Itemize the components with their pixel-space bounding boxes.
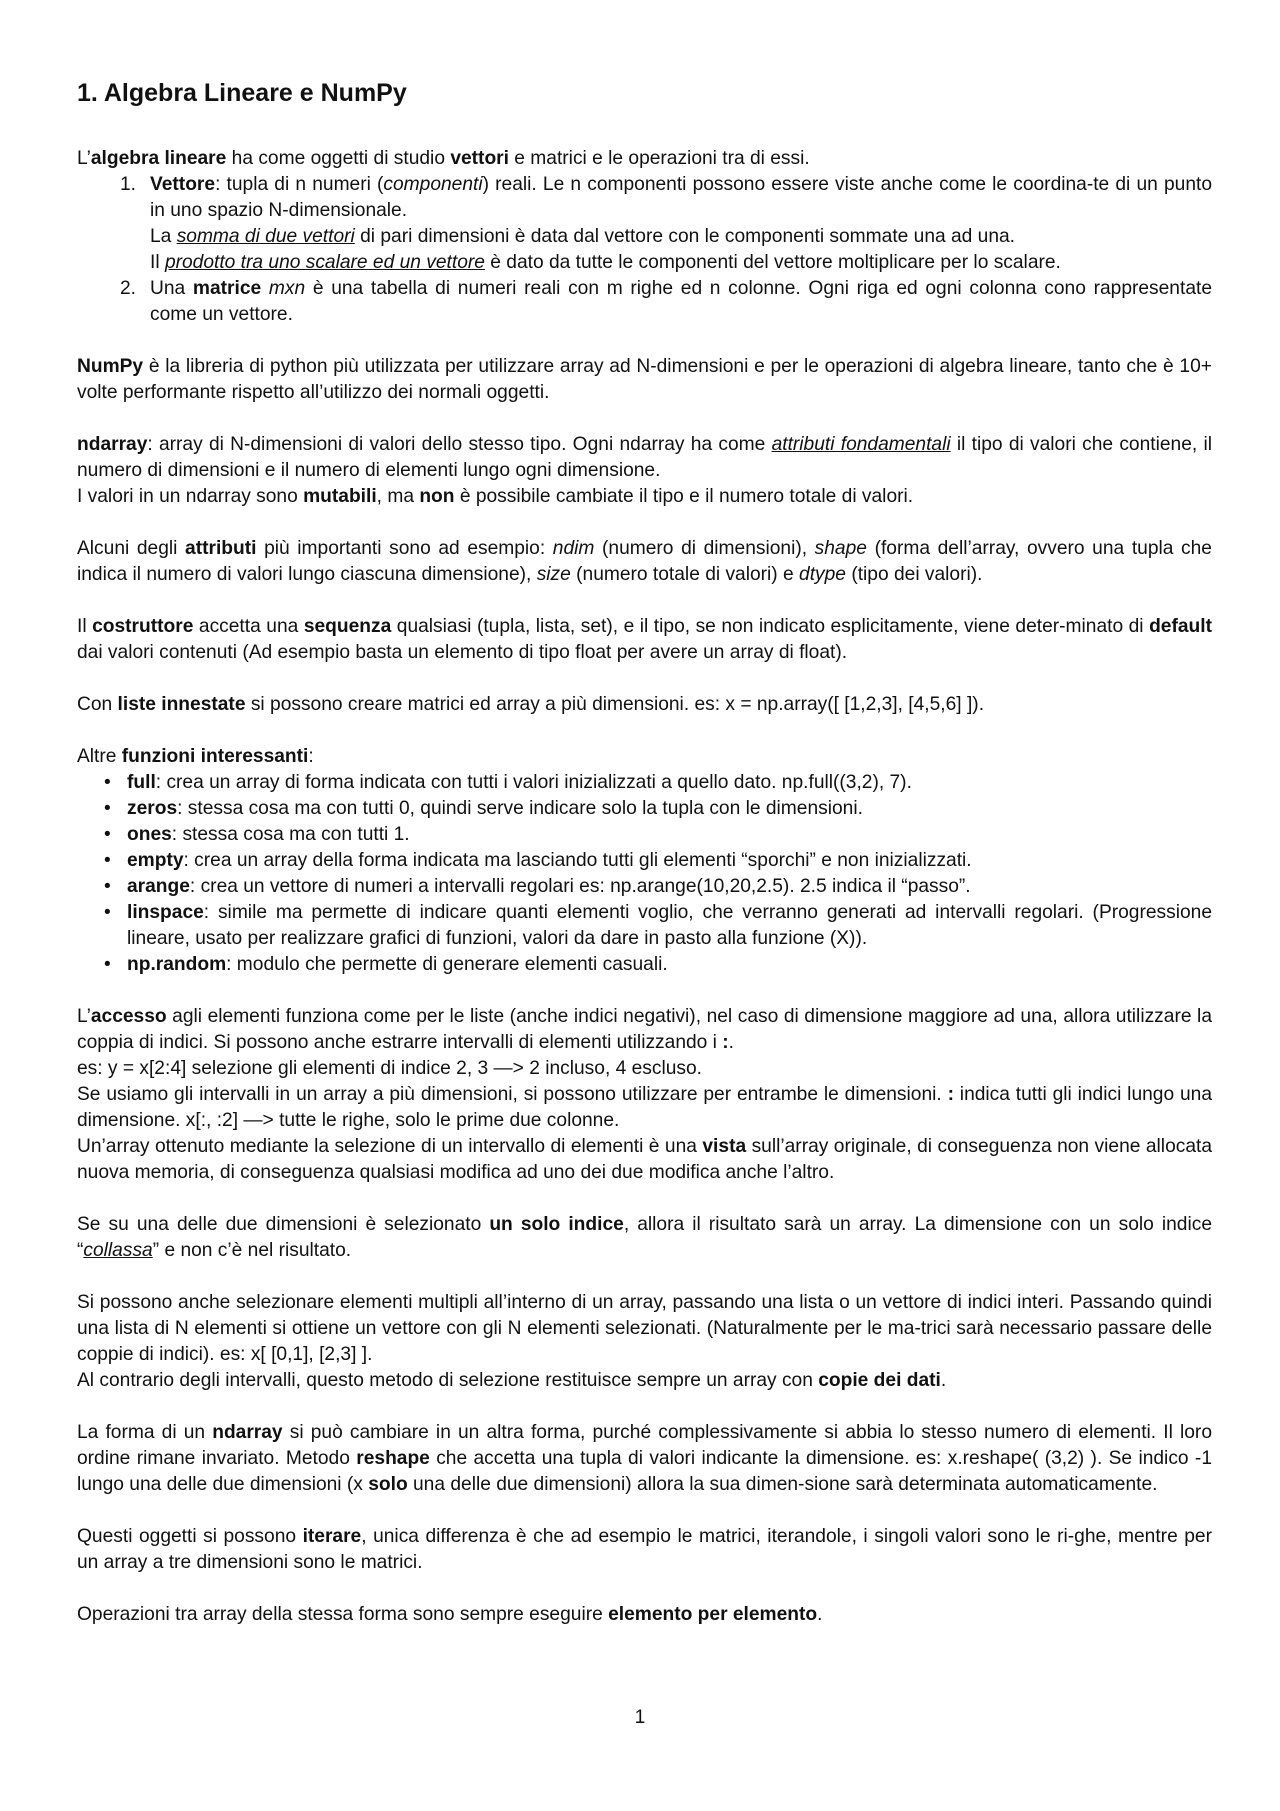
list-item: • linspace: simile ma permette di indicare quanti elementi voglio, che verranno generati ad intervalli regolari. (Progressione lineare, usato per realizzare grafici di funzioni, valori da dare in pasto alla funzione (X)). [104,902,1212,949]
list-item: • empty: crea un array della forma indicata ma lasciando tutti gli elementi “sporchi” e non inizializzati. [104,850,972,871]
operations-paragraph: Operazioni tra array della stessa forma sono sempre eseguire elemento per elemento. [77,1604,823,1625]
access-paragraph: L’accesso agli elementi funziona come per le liste (anche indici negativi), nel caso di dimensione maggiore ad una, allora utilizzare la coppia di indici. Si possono anche estrarre intervalli di elementi utilizzando i :. es: y = x[2:4] selezione gli elementi di indice 2, 3 —> 2 incluso, 4 escluso. Se usiamo gli intervalli in un array a più dimensioni, si possono utilizzare per entrambe le dimensioni. : indica tutti gli indici lungo una dimensione. x[:, :2] —> tutte le righe, solo le prime due colonne. Un’array ottenuto mediante la selezione di un intervallo di elementi è una vista sull’array originale, di conseguenza non viene allocata nuova memoria, di conseguenza qualsiasi modifica ad uno dei due modifica anche l’altro. [77,1006,1213,1183]
section-title: 1. Algebra Lineare e NumPy [77,79,407,107]
other-functions-heading: Altre funzioni interessanti: [77,746,314,767]
multi-index-paragraph: Si possono anche selezionare elementi multipli all’interno di un array, passando una lista o un vettore di indici interi. Passando quindi una lista di N elementi si ottiene un vettore con gli N elementi selezionati. (Naturalmente per le ma-trici sarà necessario passare delle coppie di indici). es: x[ [0,1], [2,3] ]. Al contrario degli intervalli, questo metodo di selezione restituisce sempre un array con copie dei dati. [77,1292,1212,1391]
definitions-list [77,172,1212,328]
numpy-paragraph: NumPy è la libreria di python più utilizzata per utilizzare array ad N-dimensioni e per le operazioni di algebra lineare, tanto che è 10+ volte performante rispetto all’utilizzo dei normali oggetti. [77,356,1212,403]
ndarray-paragraph: ndarray: array di N-dimensioni di valori dello stesso tipo. Ogni ndarray ha come attributi fondamentali il tipo di valori che contiene, il numero di dimensioni e il numero di elementi lungo ogni dimensione. I valori in un ndarray sono mutabili, ma non è possibile cambiate il tipo e il numero totale di valori. [77,434,1212,507]
page-number: 1 [634,1707,646,1728]
functions-list [77,770,1212,978]
attributes-paragraph: Alcuni degli attributi più importanti sono ad esempio: ndim (numero di dimensioni), shape (forma dell’array, ovvero una tupla che indica il numero di valori lungo ciascuna dimensione), size (numero totale di valori) e dtype (tipo dei valori). [77,538,1212,585]
intro-paragraph: L’algebra lineare ha come oggetti di studio vettori e matrici e le operazioni tra di essi. [77,148,810,169]
list-item: • arange: crea un vettore di numeri a intervalli regolari es: np.arange(10,20,2.5). 2.5 indica il “passo”. [104,876,971,897]
list-item: • ones: stessa cosa ma con tutti 1. [104,824,410,845]
single-index-paragraph: Se su una delle due dimensioni è selezionato un solo indice, allora il risultato sarà un array. La dimensione con un solo indice “collassa” e non c’è nel risultato. [77,1214,1212,1261]
list-item: • np.random: modulo che permette di generare elementi casuali. [104,954,668,975]
list-item: • zeros: stessa cosa ma con tutti 0, quindi serve indicare solo la tupla con le dimensioni. [104,798,863,819]
page-content [77,78,1212,1654]
constructor-paragraph: Il costruttore accetta una sequenza qualsiasi (tupla, lista, set), e il tipo, se non indicato esplicitamente, viene deter-minato di default dai valori contenuti (Ad esempio basta un elemento di tipo float per avere un array di float). [77,616,1212,663]
list-item-matrice: 2. Una matrice mxn è una tabella di numeri reali con m righe ed n colonne. Ogni riga ed ogni colonna cono rappresentate come un vettore. [120,278,1212,325]
reshape-paragraph: La forma di un ndarray si può cambiare in un altra forma, purché complessivamente si abbia lo stesso numero di elementi. Il loro ordine rimane invariato. Metodo reshape che accetta una tupla di valori indicante la dimensione. es: x.reshape( (3,2) ). Se indico -1 lungo una delle due dimensioni (x solo una delle due dimensioni) allora la sua dimen-sione sarà determinata automaticamente. [77,1422,1212,1495]
nested-lists-paragraph: Con liste innestate si possono creare matrici ed array a più dimensioni. es: x = np.array([ [1,2,3], [4,5,6] ]). [77,694,985,715]
list-item: • full: crea un array di forma indicata con tutti i valori inizializzati a quello dato. np.full((3,2), 7). [104,772,912,793]
iterate-paragraph: Questi oggetti si possono iterare, unica differenza è che ad esempio le matrici, iterandole, i singoli valori sono le ri-ghe, mentre per un array a tre dimensioni sono le matrici. [77,1526,1212,1573]
list-item-vettore: 1. Vettore: tupla di n numeri (componenti) reali. Le n componenti possono essere viste anche come le coordina-te di un punto in uno spazio N-dimensionale. La somma di due vettori di pari dimensioni è data dal vettore con le componenti sommate una ad una. Il prodotto tra uno scalare ed un vettore è dato da tutte le componenti del vettore moltiplicare per lo scalare. [120,174,1212,273]
